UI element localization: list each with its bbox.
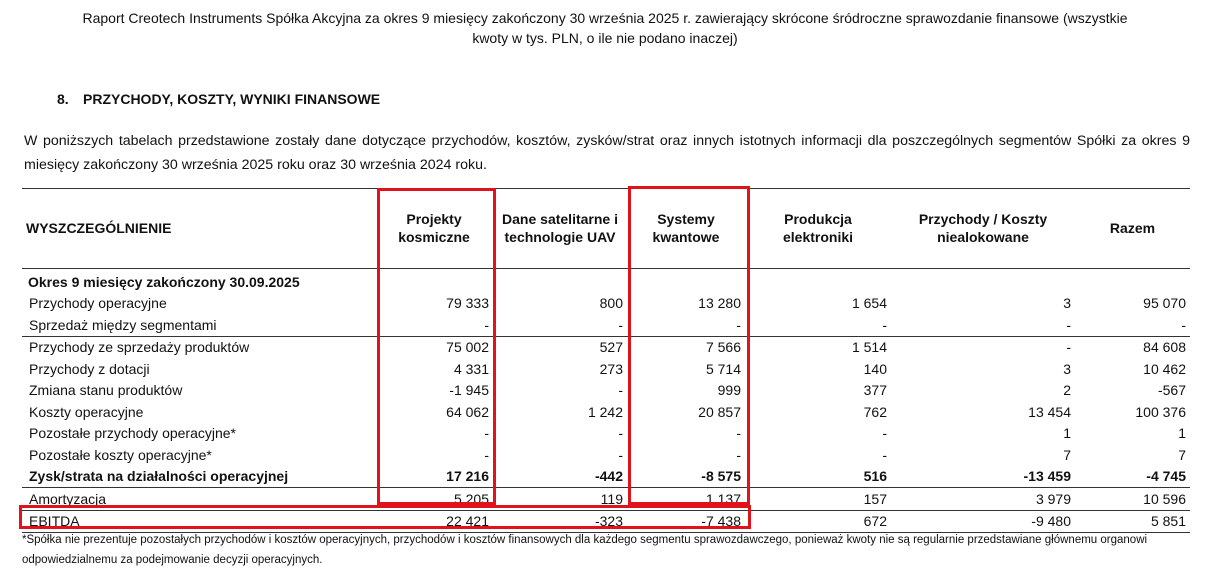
report-header-line1: Raport Creotech Instruments Spółka Akcyjna za okres 9 miesięcy zakończony 30 września 2025 r. zawierający skrócone śródroczne sprawozdanie finansowe (wszystkie xyxy=(82,10,1128,26)
cell-unallocated: - xyxy=(891,336,1075,358)
table-row xyxy=(22,358,1190,380)
cell-satellite: 1 242 xyxy=(587,403,623,420)
report-header xyxy=(30,8,1180,48)
row-label: Amortyzacja xyxy=(22,488,375,511)
row-label: EBITDA xyxy=(22,510,375,533)
table-row xyxy=(22,444,1190,466)
cell-electronics: - xyxy=(882,446,887,463)
cell-total: 10 462 xyxy=(1143,360,1186,377)
cell-quantum: - xyxy=(736,446,741,463)
cell-unallocated: 7 xyxy=(1063,446,1071,463)
cell-satellite: - xyxy=(618,425,623,442)
table-row xyxy=(22,314,1190,336)
row-label: Przychody z dotacji xyxy=(29,360,150,377)
cell-quantum: -7 438 xyxy=(627,510,745,533)
cell-unallocated: 3 xyxy=(1063,360,1071,377)
cell-space: 5 205 xyxy=(375,488,493,511)
cell-quantum: 5 714 xyxy=(705,360,741,377)
cell-space: 79 333 xyxy=(446,295,489,312)
cell-total: -4 745 xyxy=(1146,468,1186,485)
row-label: Koszty operacyjne xyxy=(29,403,144,420)
cell-satellite: 119 xyxy=(493,488,627,511)
col-header-satellite-data: Dane satelitarne i technologie UAV xyxy=(493,188,627,269)
cell-unallocated: 13 454 xyxy=(1028,403,1071,420)
cell-unallocated: -9 480 xyxy=(891,510,1075,533)
cell-satellite: 800 xyxy=(599,295,623,312)
row-label: Przychody ze sprzedaży produktów xyxy=(22,336,375,358)
table-row xyxy=(22,336,1190,358)
cell-quantum: 20 857 xyxy=(698,403,741,420)
cell-electronics: 140 xyxy=(863,360,887,377)
cell-space: 4 331 xyxy=(453,360,489,377)
col-header-electronics: Produkcja elektroniki xyxy=(745,188,891,269)
row-label: Zmiana stanu produktów xyxy=(29,382,183,399)
intro-paragraph: W poniższych tabelach przedstawione zostały dane dotyczące przychodów, kosztów, zysków/strat oraz innych istotnych informacji dla poszczególnych segmentów Spółki za okres 9 miesięcy zakończony 30 września 2025 roku oraz 30 września 2024 roku. xyxy=(24,133,1190,173)
cell-space: 17 216 xyxy=(446,468,489,485)
cell-electronics: 762 xyxy=(863,403,887,420)
cell-quantum: -8 575 xyxy=(701,468,741,485)
col-header-description: WYSZCZEGÓLNIENIE xyxy=(22,188,375,269)
cell-satellite: - xyxy=(618,446,623,463)
cell-quantum: 13 280 xyxy=(698,295,741,312)
cell-total: 1 xyxy=(1178,425,1186,442)
cell-electronics: 1 654 xyxy=(851,295,887,312)
row-label: Pozostałe koszty operacyjne* xyxy=(29,446,212,463)
cell-unallocated: 3 979 xyxy=(891,488,1075,511)
cell-unallocated: 3 xyxy=(1063,295,1071,312)
cell-satellite: 273 xyxy=(599,360,623,377)
row-label: Pozostałe przychody operacyjne* xyxy=(29,425,237,442)
segment-table xyxy=(22,188,1190,533)
cell-electronics: 672 xyxy=(745,510,891,533)
cell-total: 84 608 xyxy=(1075,336,1190,358)
cell-electronics: - xyxy=(882,316,887,333)
cell-unallocated: 2 xyxy=(1063,382,1071,399)
cell-satellite: -323 xyxy=(493,510,627,533)
row-label: Sprzedaż między segmentami xyxy=(29,316,217,333)
cell-space: 64 062 xyxy=(446,403,489,420)
table-header-row xyxy=(22,188,1190,269)
cell-electronics: 157 xyxy=(745,488,891,511)
cell-electronics: 516 xyxy=(863,468,887,485)
cell-space: -1 945 xyxy=(449,382,489,399)
col-header-unallocated: Przychody / Koszty niealokowane xyxy=(891,188,1075,269)
cell-space: - xyxy=(484,425,489,442)
cell-satellite: 527 xyxy=(493,336,627,358)
table-row xyxy=(22,423,1190,445)
cell-satellite: - xyxy=(618,316,623,333)
cell-quantum: 1 137 xyxy=(627,488,745,511)
cell-satellite: -442 xyxy=(594,468,623,485)
cell-quantum: 7 566 xyxy=(627,336,745,358)
cell-quantum: 999 xyxy=(717,382,741,399)
cell-electronics: 377 xyxy=(863,382,887,399)
cell-unallocated: 1 xyxy=(1063,425,1071,442)
table-row xyxy=(22,466,1190,488)
section-title: PRZYCHODY, KOSZTY, WYNIKI FINANSOWE xyxy=(83,91,381,107)
section-number: 8. xyxy=(57,91,69,107)
row-label: Przychody operacyjne xyxy=(29,295,167,312)
table-row xyxy=(22,401,1190,423)
table-row xyxy=(22,380,1190,402)
footnote: *Spółka nie prezentuje pozostałych przychodów i kosztów operacyjnych, przychodów i kosztów finansowych dla każdego segmentu sprawozdawczego, ponieważ kwoty nie są regularnie przedstawiane głównemu organowi odpowiedzialnemu za podejmowanie decyzji operacyjnych. xyxy=(22,534,1148,566)
cell-space: - xyxy=(484,316,489,333)
cell-total: 7 xyxy=(1178,446,1186,463)
report-header-line2: kwoty w tys. PLN, o ile nie podano inaczej) xyxy=(472,30,738,46)
cell-total: - xyxy=(1181,316,1186,333)
cell-space: 22 421 xyxy=(375,510,493,533)
period-label: Okres 9 miesięcy zakończony 30.09.2025 xyxy=(28,273,300,290)
cell-electronics: 1 514 xyxy=(745,336,891,358)
table-row xyxy=(22,293,1190,315)
section-heading xyxy=(57,91,380,107)
period-row xyxy=(22,269,1190,293)
cell-unallocated: - xyxy=(1066,316,1071,333)
col-header-quantum-systems: Systemy kwantowe xyxy=(627,188,745,269)
cell-quantum: - xyxy=(736,316,741,333)
cell-total: 10 596 xyxy=(1075,488,1190,511)
cell-total: 5 851 xyxy=(1075,510,1190,533)
cell-space: 75 002 xyxy=(375,336,493,358)
col-header-space-projects: Projekty kosmiczne xyxy=(375,188,493,269)
row-label: Zysk/strata na działalności operacyjnej xyxy=(29,468,289,485)
cell-satellite: - xyxy=(618,382,623,399)
cell-unallocated: -13 459 xyxy=(1023,468,1071,485)
cell-total: 100 376 xyxy=(1135,403,1186,420)
cell-electronics: - xyxy=(882,425,887,442)
col-header-total: Razem xyxy=(1075,188,1190,269)
table-row xyxy=(22,488,1190,511)
cell-space: - xyxy=(484,446,489,463)
cell-total: 95 070 xyxy=(1143,295,1186,312)
cell-quantum: - xyxy=(736,425,741,442)
cell-total: -567 xyxy=(1157,382,1186,399)
